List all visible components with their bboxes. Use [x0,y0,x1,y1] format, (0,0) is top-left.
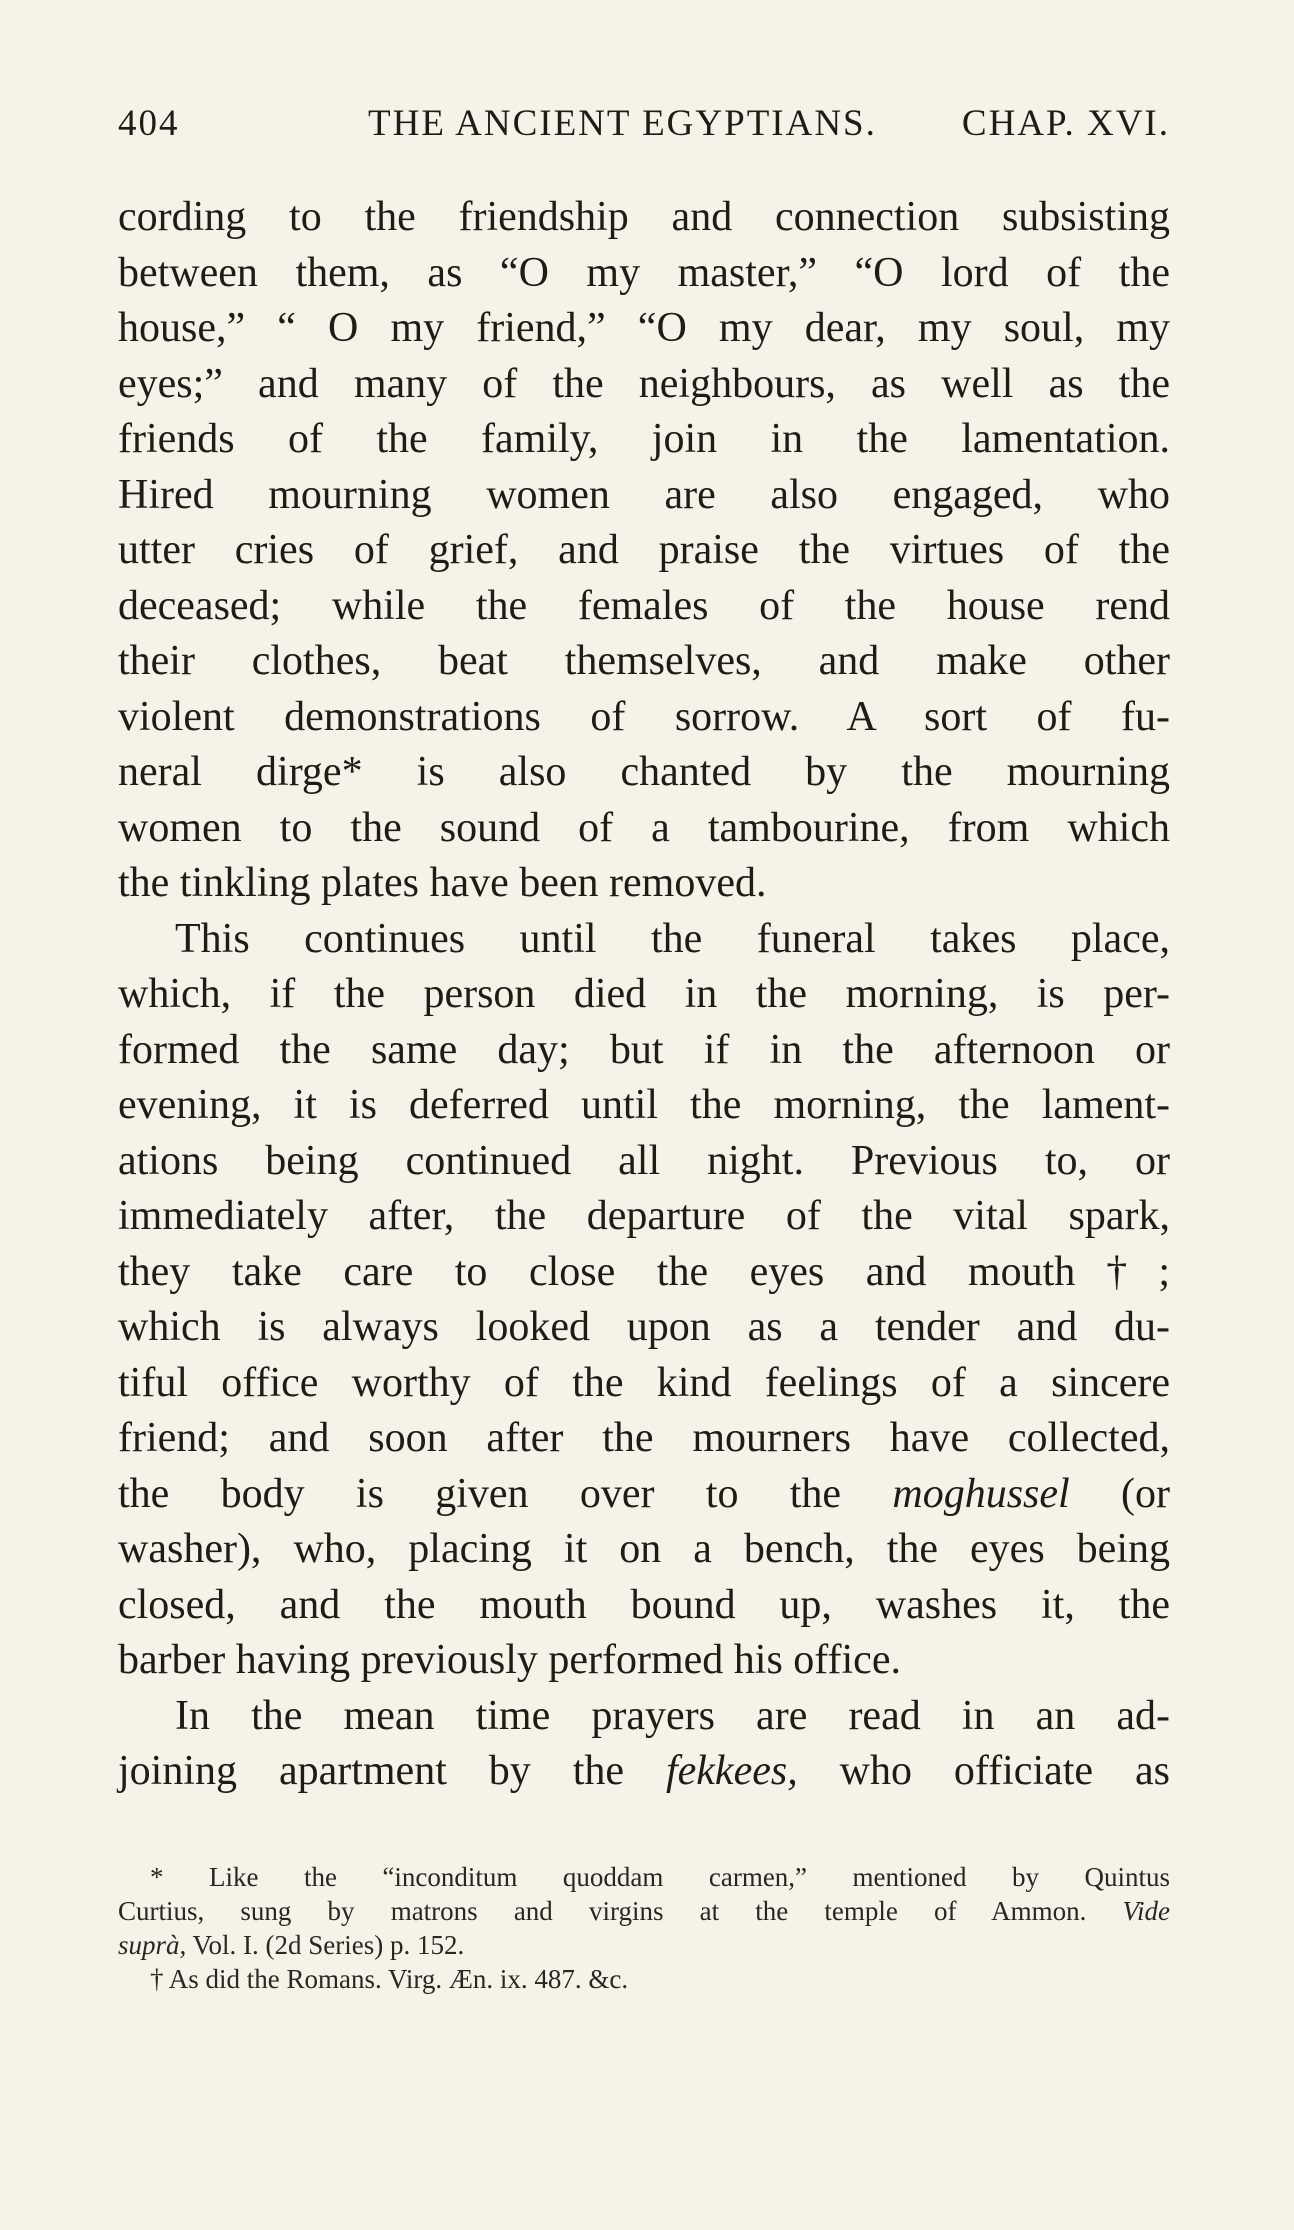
text-line: violent demonstrations of sorrow. A sort of fu- [118,693,1170,740]
text-segment: (or [1121,1470,1171,1517]
text-line-with-term [118,1467,1170,1523]
text-line: friend; and soon after the mourners have collected, [118,1415,1170,1461]
text-segment: joining apartment by the [118,1748,625,1794]
footnote-star-line [118,1894,1170,1928]
chapter-label: CHAP. XVI. [961,103,1170,144]
text-line: friends of the family, join in the lamentation. [118,416,1170,462]
text-line: house,” “ O my friend,” “O my dear, my soul, my [118,305,1170,351]
text-line: washer), who, placing it on a bench, the eyes being [118,1526,1170,1572]
running-title: THE ANCIENT EGYPTIANS. [368,103,877,144]
text-line: utter cries of grief, and praise the virtues of the [118,527,1170,573]
text-line: closed, and the mouth bound up, washes it, the [118,1581,1170,1628]
text-line: they take care to close the eyes and mouth†; [118,1248,1170,1295]
footnotes [118,1860,1170,1996]
text-line: evening, it is deferred until the morning, the lament- [118,1082,1170,1128]
text-line: women to the sound of a tambourine, from which [118,804,1170,851]
running-header [118,102,1170,162]
footnote-supra: suprà, [118,1930,187,1960]
text-line: Hired mourning women are also engaged, who [118,471,1170,518]
italic-term-moghussel: moghussel [892,1470,1070,1517]
text-line: immediately after, the departure of the vital spark, [118,1193,1170,1239]
text-line: deceased; while the females of the house rend [118,582,1170,629]
text-segment: the body is given over to the [118,1470,842,1517]
footnote-star-line [118,1928,1170,1962]
text-line: This continues until the funeral takes place, [175,915,1170,962]
text-line: which is always looked upon as a tender and du- [118,1304,1170,1350]
text-line: formed the same day; but if in the afternoon or [118,1026,1170,1073]
text-line: cording to the friendship and connection subsisting [118,194,1170,240]
text-segment: who officiate as [839,1748,1170,1794]
footnote-dagger-line: † As did the Romans. Virg. Æn. ix. 487. &c. [150,1964,629,1994]
footnote-vide: Vide [1122,1896,1171,1926]
footnote-text: Curtius, sung by matrons and virgins at the temple of Ammon. [118,1896,1087,1926]
text-line: their clothes, beat themselves, and make other [118,638,1170,684]
text-line: tiful office worthy of the kind feelings of a sincere [118,1359,1170,1406]
text-line: eyes;” and many of the neighbours, as well as the [118,360,1170,407]
footnote-star-line: * Like the “inconditum quoddam carmen,” mentioned by Quintus [150,1862,1170,1892]
main-text [118,190,1170,1800]
text-line: neral dirge* is also chanted by the mourning [118,749,1170,795]
footnote-text: Vol. I. (2d Series) p. 152. [192,1930,465,1960]
text-line: ations being continued all night. Previous to, or [118,1137,1170,1184]
text-line: between them, as “O my master,” “O lord of the [118,249,1170,296]
text-line-with-term [118,1744,1170,1800]
text-line: the tinkling plates have been removed. [118,860,767,906]
page-number: 404 [118,103,180,144]
italic-term-fekkees: fekkees, [665,1748,798,1794]
text-line: In the mean time prayers are read in an ad- [175,1692,1170,1739]
text-line: barber having previously performed his office. [118,1637,901,1683]
text-line: which, if the person died in the morning, is per- [118,971,1170,1017]
